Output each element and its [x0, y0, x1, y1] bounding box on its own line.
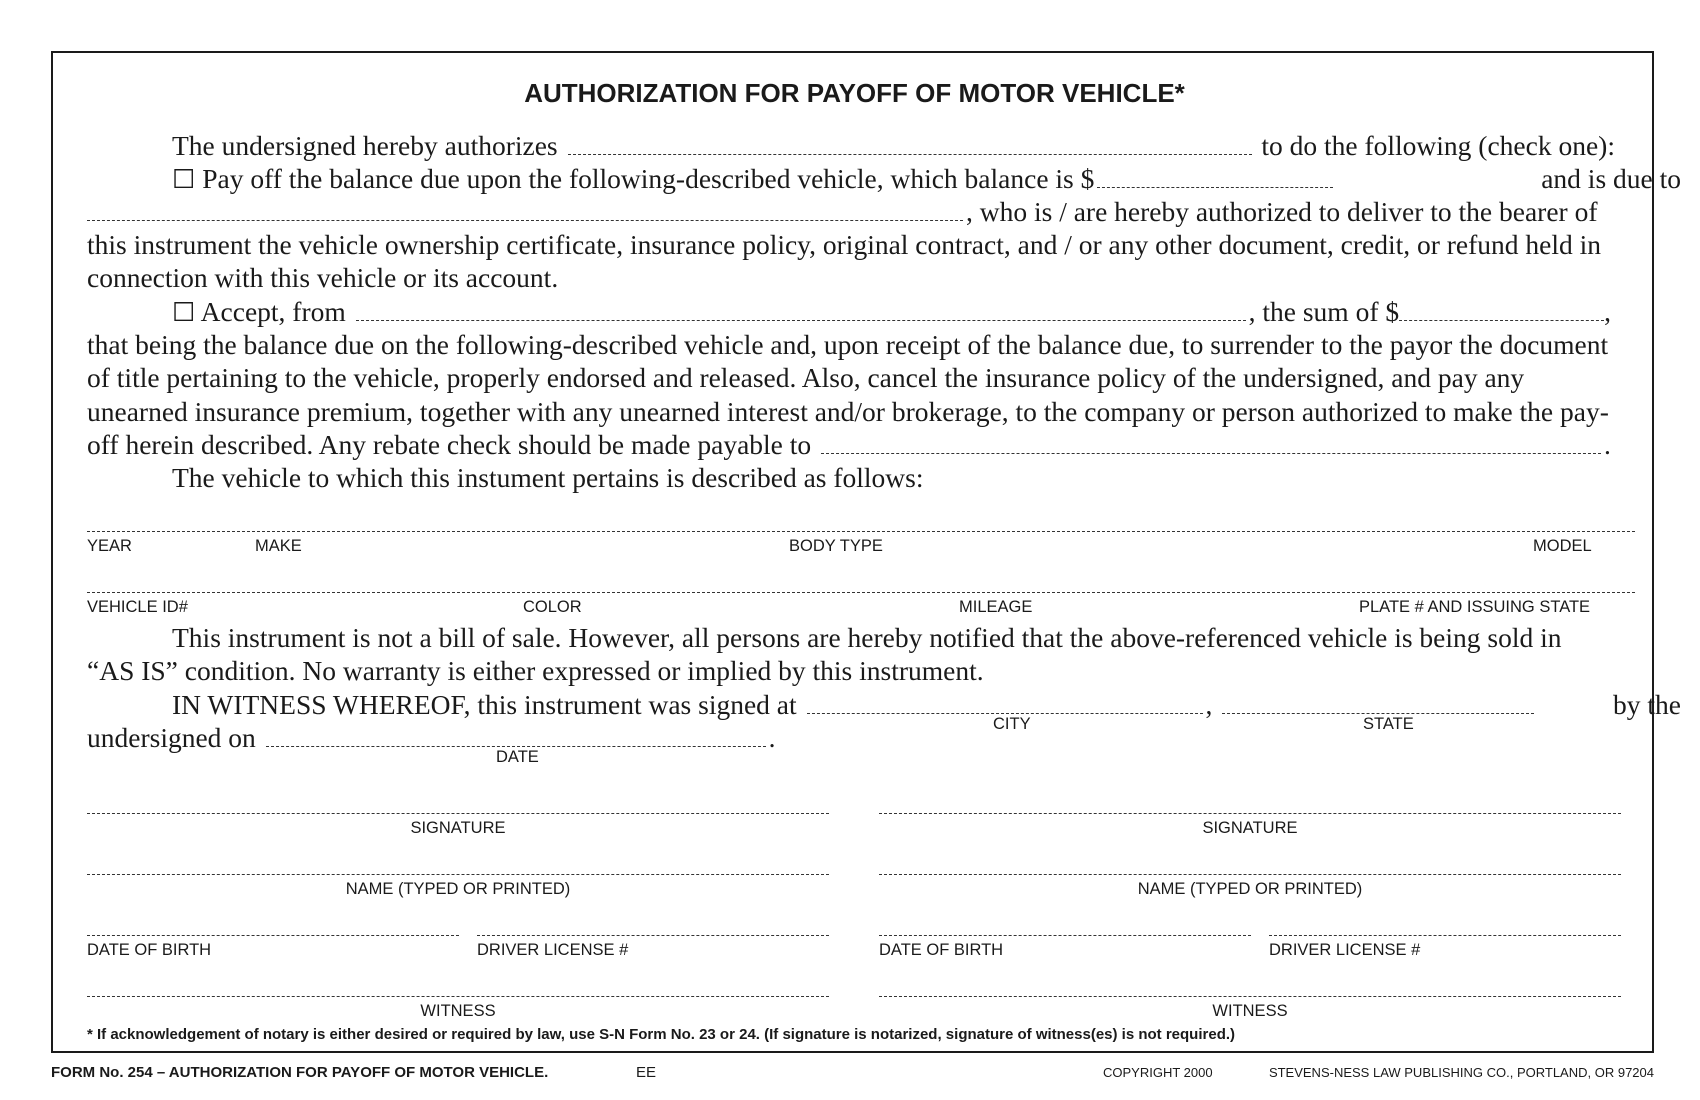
- option2-text-d: that being the balance due on the following-described vehicle and, upon receipt of the balance due, to surrender to the payor the document: [87, 329, 1609, 360]
- form-footer: [51, 1061, 1654, 1085]
- option2-text-f: unearned insurance premium, together with any unearned interest and/or brokerage, to the company or person authorized to make the pay-: [87, 396, 1609, 427]
- signature-field-right[interactable]: [879, 813, 1621, 814]
- authorized-party-field[interactable]: [568, 153, 1252, 155]
- dob-field-right[interactable]: [879, 935, 1251, 936]
- sum-amount-field[interactable]: [1399, 319, 1604, 321]
- witness-label-left: WITNESS: [420, 1002, 496, 1020]
- year-label: YEAR: [87, 537, 132, 555]
- authorizes-prefix: The undersigned hereby authorizes: [172, 130, 558, 161]
- witness-period: .: [768, 722, 776, 753]
- publisher: STEVENS-NESS LAW PUBLISHING CO., PORTLAND, OR 97204: [1268, 1065, 1654, 1080]
- option1-text-b: and is due to: [1541, 163, 1681, 194]
- mileage-label: MILEAGE: [959, 598, 1033, 616]
- witness-text-a: IN WITNESS WHEREOF, this instrument was signed at: [172, 689, 797, 720]
- witness-line: [172, 688, 1681, 721]
- state-field[interactable]: [1222, 712, 1534, 714]
- make-label: MAKE: [255, 537, 302, 555]
- option2-text-a: Accept, from: [200, 296, 346, 327]
- authorizes-line: [172, 129, 1681, 162]
- option1-line-c: [87, 195, 1681, 228]
- license-label-left: DRIVER LICENSE #: [477, 941, 629, 959]
- option1-text-a: Pay off the balance due upon the following-described vehicle, which balance is $: [202, 163, 1095, 194]
- name-label-right: NAME (TYPED OR PRINTED): [1137, 880, 1363, 898]
- plate-label: PLATE # AND ISSUING STATE: [1359, 598, 1591, 616]
- name-label-left: NAME (TYPED OR PRINTED): [345, 880, 571, 898]
- option2-text-h: .: [1604, 429, 1611, 460]
- option1-text-e: connection with this vehicle or its account.: [87, 262, 559, 293]
- vehicle-row1-field[interactable]: [87, 531, 1635, 532]
- dob-field-left[interactable]: [87, 935, 459, 936]
- balance-amount-field[interactable]: [1097, 186, 1333, 188]
- date-label: DATE: [496, 748, 539, 766]
- form-number: FORM No. 254 – AUTHORIZATION FOR PAYOFF OF MOTOR VEHICLE.: [51, 1064, 549, 1081]
- license-field-left[interactable]: [477, 935, 829, 936]
- city-label: CITY: [993, 715, 1031, 733]
- option1-text-c: , who is / are hereby authorized to deliver to the bearer of: [966, 196, 1598, 227]
- witness-field-right[interactable]: [879, 996, 1621, 997]
- name-field-right[interactable]: [879, 874, 1621, 875]
- authorizes-suffix: to do the following (check one):: [1261, 130, 1615, 161]
- payor-field[interactable]: [356, 319, 1246, 321]
- vehicle-intro: The vehicle to which this instument pertains is described as follows:: [172, 462, 924, 493]
- body-type-label: BODY TYPE: [789, 537, 883, 555]
- vehicle-row2-field[interactable]: [87, 592, 1635, 593]
- witness-field-left[interactable]: [87, 996, 829, 997]
- model-label: MODEL: [1533, 537, 1592, 555]
- option2-line-g: [87, 428, 1681, 461]
- license-field-right[interactable]: [1269, 935, 1621, 936]
- witness-line-b: [87, 721, 776, 754]
- option2-text-b: , the sum of $: [1248, 296, 1400, 327]
- copyright: COPYRIGHT 2000: [1103, 1065, 1213, 1080]
- notice-text-b: “AS IS” condition. No warranty is either expressed or implied by this instrument.: [87, 655, 984, 686]
- city-field[interactable]: [807, 712, 1203, 714]
- option1-checkbox[interactable]: ☐: [172, 165, 196, 194]
- option2-text-g: off herein described. Any rebate check should be made payable to: [87, 429, 812, 460]
- witness-label-right: WITNESS: [1212, 1002, 1288, 1020]
- signing-date-field[interactable]: [266, 745, 766, 747]
- option2-text-c: ,: [1604, 296, 1611, 327]
- notary-footnote: * If acknowledgement of notary is either desired or required by law, use S-N Form No. 23 or 24. (If signature is notarized, signature of witness(es) is not required.): [87, 1026, 1236, 1043]
- color-label: COLOR: [523, 598, 582, 616]
- witness-by: by the: [1613, 689, 1681, 720]
- signature-field-left[interactable]: [87, 813, 829, 814]
- option2-checkbox[interactable]: ☐: [172, 298, 196, 327]
- option1-text-d: this instrument the vehicle ownership certificate, insurance policy, original contract, and / or any other document, credit, or refund held in: [87, 229, 1602, 260]
- option2-line: [172, 295, 1681, 329]
- dob-label-right: DATE OF BIRTH: [879, 941, 1004, 959]
- name-field-left[interactable]: [87, 874, 829, 875]
- license-label-right: DRIVER LICENSE #: [1269, 941, 1421, 959]
- form-title: AUTHORIZATION FOR PAYOFF OF MOTOR VEHICLE*: [524, 78, 1185, 108]
- dob-label-left: DATE OF BIRTH: [87, 941, 212, 959]
- signature-label-right: SIGNATURE: [1202, 819, 1298, 837]
- payee-field[interactable]: [87, 219, 963, 221]
- option2-text-e: of title pertaining to the vehicle, properly endorsed and released. Also, cancel the insurance policy of the undersigned, and pay any: [87, 362, 1525, 393]
- rebate-payee-field[interactable]: [821, 452, 1601, 454]
- vehicle-id-label: VEHICLE ID#: [87, 598, 188, 616]
- form-frame: [51, 51, 1681, 1053]
- state-label: STATE: [1363, 715, 1414, 733]
- witness-comma: ,: [1205, 689, 1213, 720]
- witness-text-b: undersigned on: [87, 722, 256, 753]
- signature-label-left: SIGNATURE: [410, 819, 506, 837]
- option1-line: [172, 162, 1681, 196]
- notice-text-a: This instrument is not a bill of sale. However, all persons are hereby notified that the above-referenced vehicle is being sold in: [172, 622, 1562, 653]
- form-code: EE: [636, 1064, 657, 1081]
